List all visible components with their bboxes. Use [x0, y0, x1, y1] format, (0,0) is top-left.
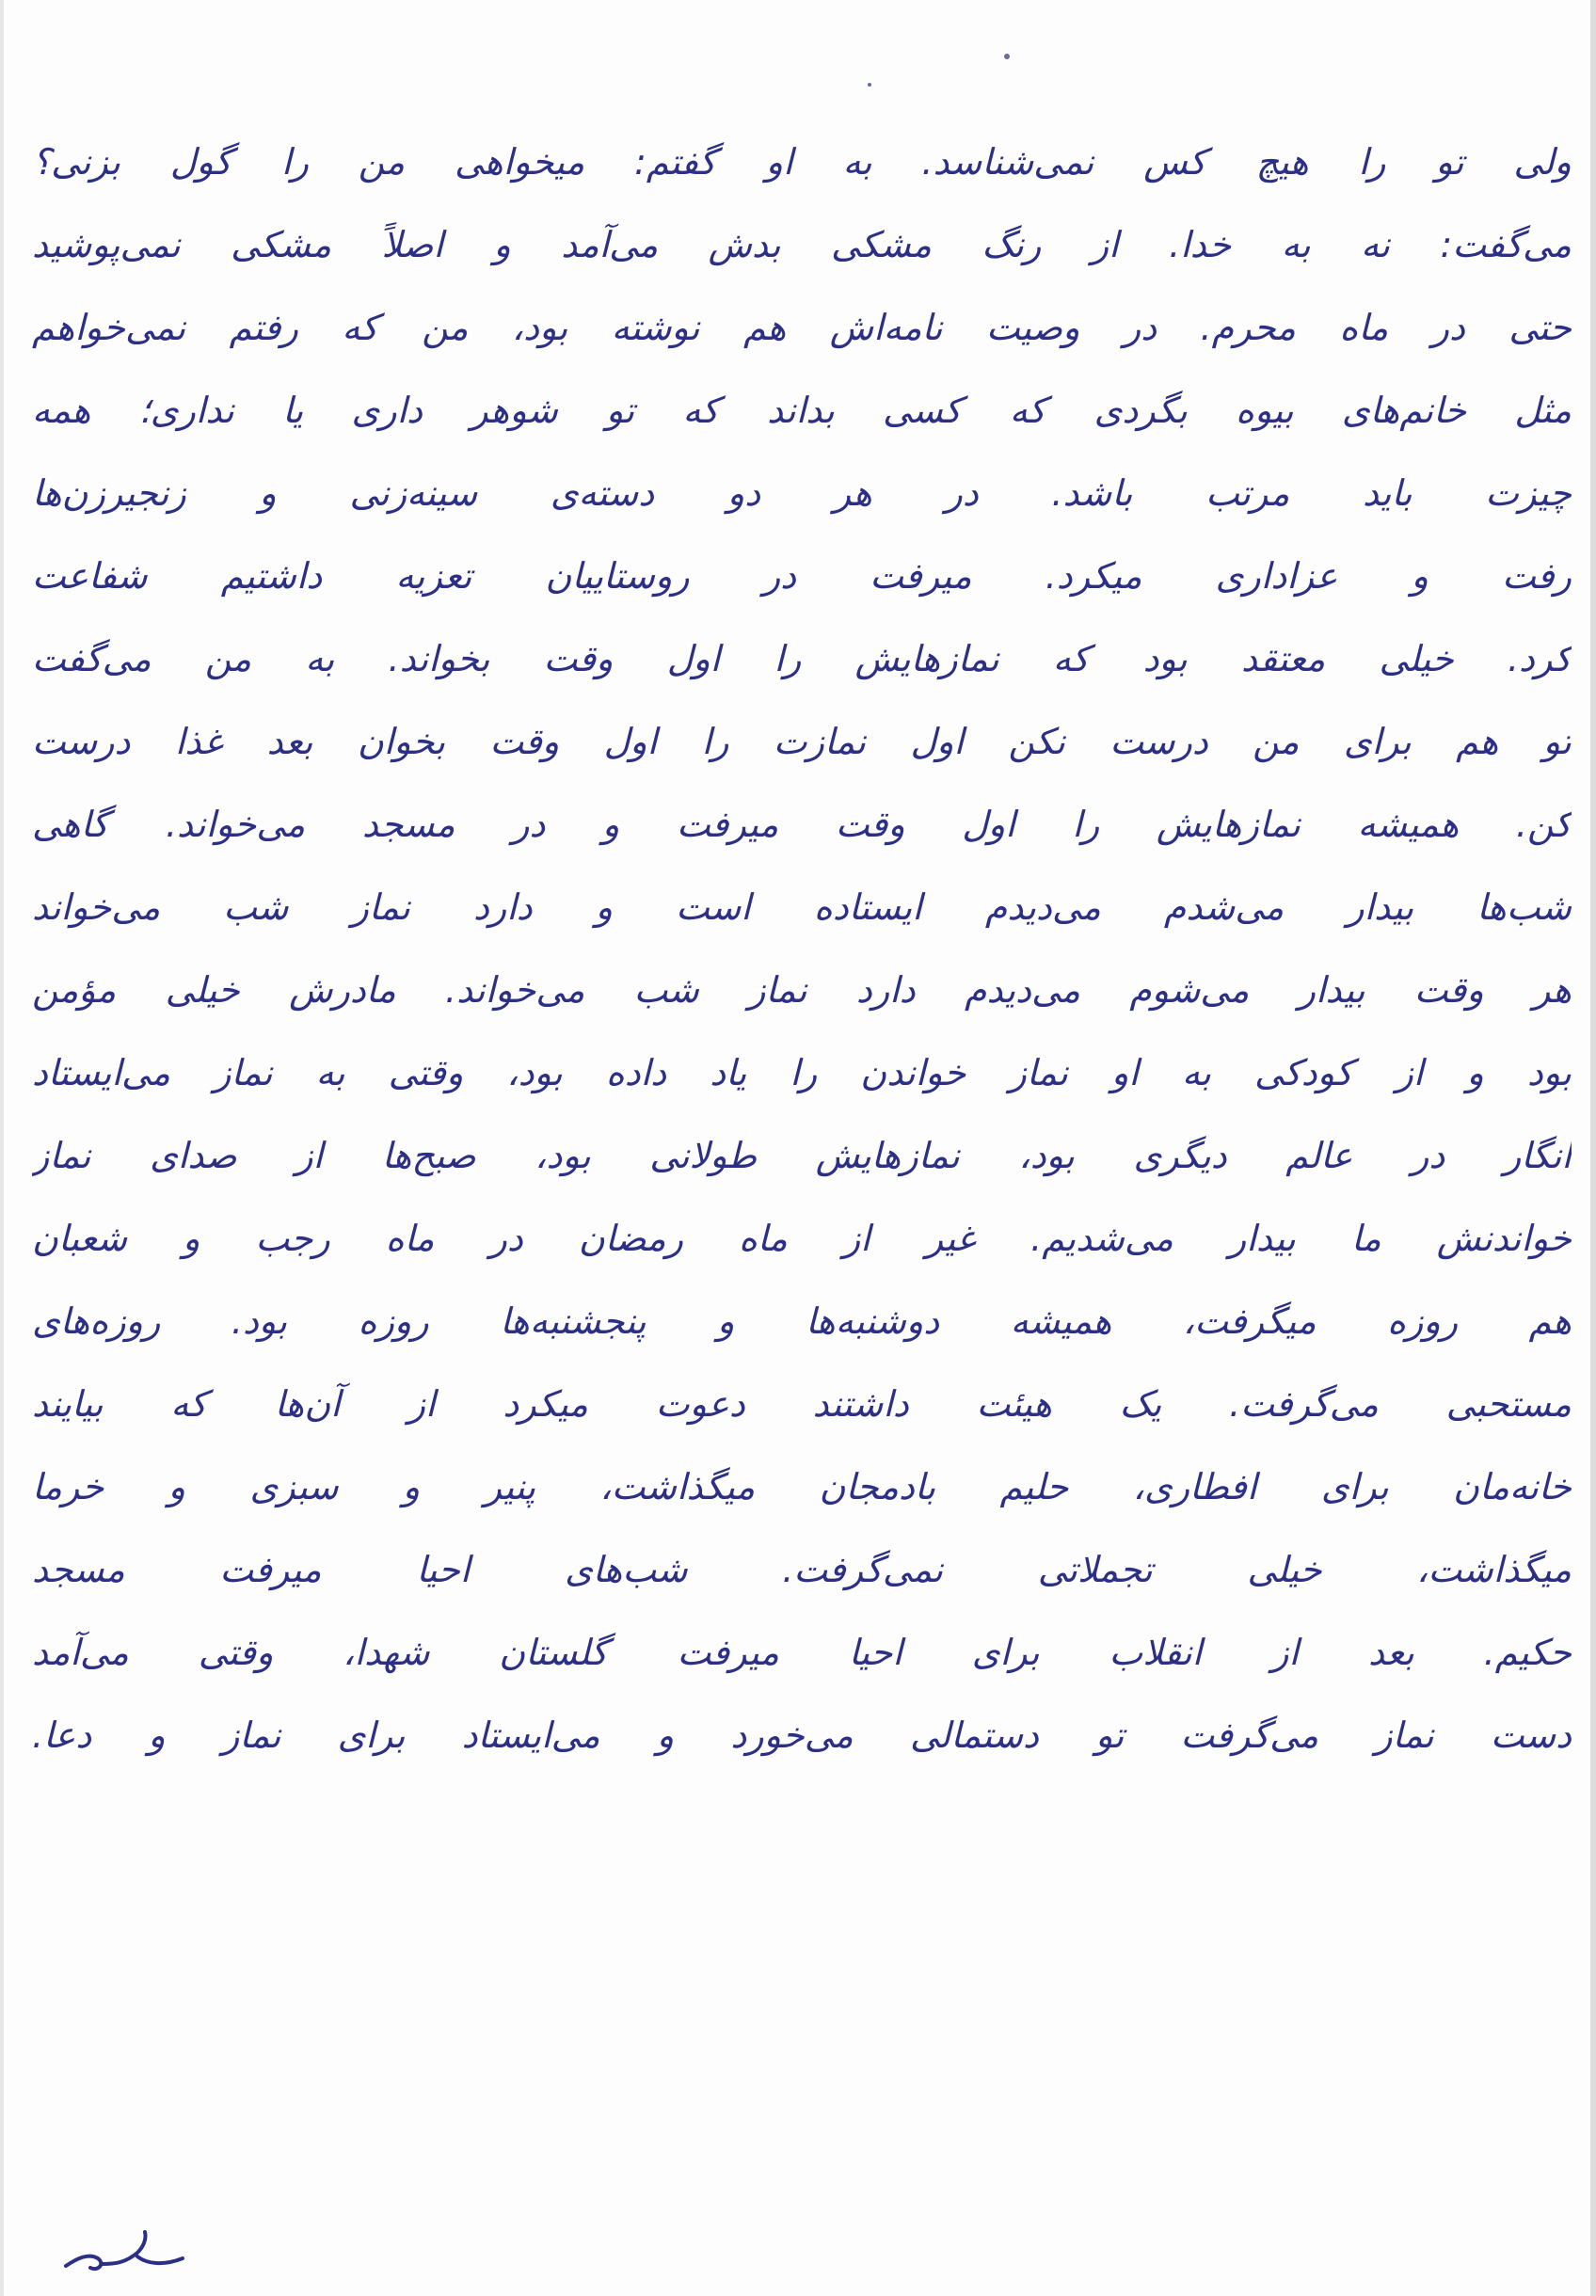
text-line: چیزت باید مرتب باشد. در هر دو دسته‌ی سینه‌زنی و زنجیرزن‌ها: [32, 472, 1572, 514]
text-line: دست نماز می‌گرفت تو دستمالی می‌خورد و می‌ایستاد برای نماز و دعا.: [32, 1714, 1572, 1756]
ink-dot: [868, 83, 871, 87]
text-line: مستحبی می‌گرفت. یک هیئت داشتند دعوت میکرد از آن‌ها که بیایند: [32, 1383, 1572, 1425]
text-line: حکیم. بعد از انقلاب برای احیا میرفت گلستان شهدا، وقتی می‌آمد: [32, 1632, 1572, 1673]
text-line: حتی در ماه محرم. در وصیت نامه‌اش هم نوشته بود، من که رفتم نمی‌خواهم: [32, 307, 1572, 348]
text-line: رفت و عزاداری میکرد. میرفت در روستاییان تعزیه داشتیم شفاعت: [32, 555, 1572, 597]
text-line: تو هم برای من درست نکن اول نمازت را اول وقت بخوان بعد غذا درست: [32, 721, 1572, 762]
handwritten-text-body: [32, 120, 1572, 1777]
ink-dot: [1004, 54, 1010, 59]
text-line: شب‌ها بیدار می‌شدم می‌دیدم ایستاده است و دارد نماز شب می‌خواند: [32, 886, 1572, 928]
text-line: هم روزه میگرفت، همیشه دوشنبه‌ها و پنجشنبه‌ها روزه بود. روزه‌های: [32, 1300, 1572, 1342]
text-line: انگار در عالم دیگری بود، نمازهایش طولانی بود، صبح‌ها از صدای نماز: [32, 1135, 1572, 1176]
text-line: کرد. خیلی معتقد بود که نمازهایش را اول وقت بخواند. به من می‌گفت: [32, 638, 1572, 679]
text-line: بود و از کودکی به او نماز خواندن را یاد داده بود، وقتی به نماز می‌ایستاد: [32, 1052, 1572, 1093]
text-line: هر وقت بیدار می‌شوم می‌دیدم دارد نماز شب می‌خواند. مادرش خیلی مؤمن: [32, 969, 1572, 1011]
signature-mark: [60, 2211, 192, 2277]
text-line: خواندنش ما بیدار می‌شدیم. غیر از ماه رمضان در ماه رجب و شعبان: [32, 1218, 1572, 1259]
text-line: ولی تو را هیچ کس نمی‌شناسد. به او گفتم: میخواهی من را گول بزنی؟: [32, 141, 1572, 183]
text-line: کن. همیشه نمازهایش را اول وقت میرفت و در مسجد می‌خواند. گاهی: [32, 804, 1572, 845]
text-line: خانه‌مان برای افطاری، حلیم بادمجان میگذاشت، پنیر و سبزی و خرما: [32, 1466, 1572, 1507]
text-line: میگذاشت، خیلی تجملاتی نمی‌گرفت. شب‌های احیا میرفت مسجد: [32, 1549, 1572, 1590]
text-line: می‌گفت: نه به خدا. از رنگ مشکی بدش می‌آمد و اصلاً مشکی نمی‌پوشید: [32, 224, 1572, 265]
text-line: مثل خانم‌های بیوه بگردی که کسی بداند که تو شوهر داری یا نداری؛ همه: [32, 390, 1572, 431]
